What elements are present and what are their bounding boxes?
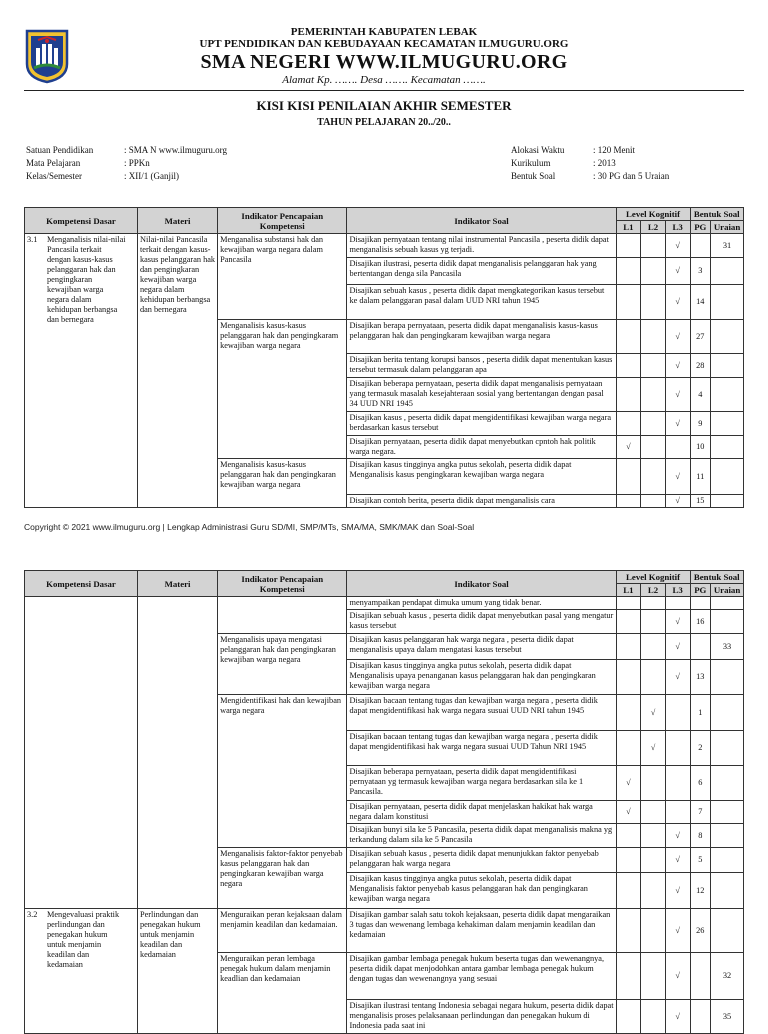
soal-cell: Disajikan gambar salah satu tokoh kejaksaan, peserta didik dapat mengaraikan 3 tugas dan wewenang lembaga kehakiman dalam menjamin keadilan dan kedamaian (347, 909, 616, 953)
soal-cell: Disajikan bacaan tentang tugas dan kewajiban warga negara , peserta didik dapat mengidentifikasi hak warga negara susuai UUD NRI tahun 1945 (347, 695, 616, 731)
l2-cell (641, 378, 666, 412)
pg-cell: 9 (690, 412, 711, 436)
l1-cell (616, 597, 641, 610)
pg-cell: 27 (690, 320, 711, 354)
pg-cell: 13 (690, 660, 711, 695)
pg-cell: 16 (690, 610, 711, 634)
l3-cell: √ (665, 824, 690, 848)
uraian-cell (711, 848, 744, 873)
pg-cell (690, 634, 711, 660)
l3-cell: √ (665, 634, 690, 660)
pg-cell: 7 (690, 801, 711, 824)
l2-cell (641, 354, 666, 378)
pg-cell (690, 1000, 711, 1034)
l2-cell: √ (641, 731, 666, 766)
l3-cell (665, 695, 690, 731)
l3-cell: √ (665, 873, 690, 909)
pg-cell: 3 (690, 258, 711, 285)
soal-cell: Disajikan kasus pelanggaran hak warga negara , peserta didik dapat menganalisis upaya dalam mengatasi kasus tersebut (347, 634, 616, 660)
uraian-cell (711, 909, 744, 953)
soal-cell: Disajikan pernyataan tentang nilai instrumental Pancasila , peserta didik dapat menganalisis sebuah kasus yg terjadi. (347, 234, 616, 258)
meta-row (26, 144, 264, 157)
l1-cell (616, 495, 641, 508)
meta-key: Kurikulum (511, 158, 551, 168)
uraian-cell (711, 459, 744, 495)
header-address: Alamat Kp. ……. Desa ……. Kecamatan ……. (282, 74, 486, 86)
meta-value: : 120 Menit (593, 145, 635, 155)
l3-cell (665, 801, 690, 824)
l2-cell: √ (641, 695, 666, 731)
soal-cell: Disajikan kasus tingginya angka putus sekolah, peserta didik dapat Menganalisis kasus pengingkaran kewajiban warga negara (347, 459, 616, 495)
l1-cell (616, 459, 641, 495)
ipk-cell: Menguraikan peran lembaga penegak hukum dalam menjamin keadlian dan kedamaian (218, 953, 347, 1034)
uraian-cell (711, 285, 744, 320)
l2-cell (641, 909, 666, 953)
l3-cell: √ (665, 320, 690, 354)
l1-cell (616, 412, 641, 436)
l2-cell (641, 258, 666, 285)
l2-cell (641, 953, 666, 1000)
materi-cell: Nilai-nilai Pancasila terkait dengan kasus-kasus pelanggaran hak dan pengingkaran kewajiban warga negara dalam kehidupan berbangsa dan bernegara (137, 234, 217, 508)
col-header-l3: L3 (665, 221, 690, 234)
uraian-cell (711, 695, 744, 731)
l3-cell (665, 597, 690, 610)
pg-cell: 11 (690, 459, 711, 495)
meta-value: : 2013 (593, 158, 616, 168)
l1-cell (616, 354, 641, 378)
l1-cell (616, 234, 641, 258)
l2-cell (641, 412, 666, 436)
pg-cell: 5 (690, 848, 711, 873)
l2-cell (641, 285, 666, 320)
meta-key: Alokasi Waktu (511, 145, 565, 155)
meta-value: : 30 PG dan 5 Uraian (593, 171, 670, 181)
l2-cell (641, 597, 666, 610)
col-header-level: Level Kognitif (616, 571, 690, 584)
header-department: UPT PENDIDIKAN DAN KEBUDAYAAN KECAMATAN ILMUGURU.ORG (199, 38, 569, 50)
l3-cell: √ (665, 258, 690, 285)
l2-cell (641, 1000, 666, 1034)
l2-cell (641, 660, 666, 695)
l1-cell: √ (616, 436, 641, 459)
meta-value: : SMA N www.ilmuguru.org (124, 145, 228, 155)
l3-cell (665, 436, 690, 459)
col-header-soal: Indikator Soal (347, 208, 616, 234)
l3-cell: √ (665, 234, 690, 258)
col-header-materi: Materi (137, 208, 217, 234)
l1-cell (616, 953, 641, 1000)
l3-cell: √ (665, 909, 690, 953)
soal-cell: Disajikan beberapa pernyataan, peserta didik dapat menganalisis pernyataan yang termasuk masalah kesejahteraan sosial yang bertentangan dengan pasal 34 UUD NRI 1945 (347, 378, 616, 412)
l1-cell (616, 660, 641, 695)
soal-cell: Disajikan pernyataan, peserta didik dapat menjelaskan hakikat hak warga negara dalam konstitusi (347, 801, 616, 824)
uraian-cell: 32 (711, 953, 744, 1000)
col-header-l2: L2 (641, 221, 666, 234)
l2-cell (641, 848, 666, 873)
ipk-cell: Menganalisis kasus-kasus pelanggaran hak dan pengingkaran kewajiban warga negara (218, 459, 347, 508)
soal-cell: Disajikan kasus tingginya angka putus sekolah, peserta didik dapat Menganalisis upaya penanganan kasus pelanggaran hak dan pengingkaran kewajiban warga negara (347, 660, 616, 695)
l1-cell (616, 824, 641, 848)
l2-cell (641, 320, 666, 354)
uraian-cell (711, 824, 744, 848)
table-row (25, 597, 744, 610)
uraian-cell (711, 766, 744, 801)
l2-cell (641, 634, 666, 660)
l2-cell (641, 801, 666, 824)
uraian-cell (711, 320, 744, 354)
uraian-cell: 33 (711, 634, 744, 660)
kd-cell (25, 234, 138, 508)
soal-cell: Disajikan beberapa pernyataan, peserta didik dapat mengidentifikasi pernyataan yg termasuk kewajiban warga negara berdasarkan sila ke 1 Pancasila. (347, 766, 616, 801)
l2-cell (641, 766, 666, 801)
ipk-cell-continued (218, 597, 347, 634)
materi-cell: Perlindungan dan penegakan hukum untuk menjamin keadilan dan kedamaian (137, 909, 217, 1034)
copyright-footer: Copyright © 2021 www.ilmuguru.org | Lengkap Administrasi Guru SD/MI, SMP/MTs, SMA/MA, SMK/MAK dan Soal-Soal (24, 522, 475, 532)
l1-cell (616, 610, 641, 634)
col-header-kd: Kompetensi Dasar (25, 571, 138, 597)
l2-cell (641, 873, 666, 909)
soal-cell: Disajikan berita tentang korupsi bansos , peserta didik dapat menentukan kasus tersebut termasuk dalam pelanggaran apa (347, 354, 616, 378)
header-government: PEMERINTAH KABUPATEN LEBAK (290, 26, 478, 38)
l3-cell: √ (665, 848, 690, 873)
pg-cell: 14 (690, 285, 711, 320)
l1-cell (616, 873, 641, 909)
pg-cell (690, 234, 711, 258)
kisi-table-page1 (24, 207, 744, 508)
soal-cell: Disajikan gambar lembaga penegak hukum beserta tugas dan wewenangnya, peserta didik dapat menjodohkan antara gambar lembaga penegak hukum dengan tugas dan wewenangnya yang sesuai (347, 953, 616, 1000)
uraian-cell (711, 258, 744, 285)
l3-cell: √ (665, 459, 690, 495)
col-header-l2: L2 (641, 584, 666, 597)
l1-cell (616, 634, 641, 660)
meta-row (511, 157, 733, 170)
document-title: KISI KISI PENILAIAN AKHIR SEMESTER (256, 98, 512, 113)
meta-key: Bentuk Soal (511, 171, 556, 181)
l3-cell (665, 766, 690, 801)
l2-cell (641, 610, 666, 634)
uraian-cell (711, 597, 744, 610)
meta-right (511, 144, 733, 183)
col-header-uraian: Uraian (711, 221, 744, 234)
l3-cell: √ (665, 953, 690, 1000)
uraian-cell (711, 801, 744, 824)
soal-cell: Disajikan contoh berita, peserta didik dapat menganalisis cara (347, 495, 616, 508)
meta-key: Mata Pelajaran (26, 158, 81, 168)
l1-cell (616, 848, 641, 873)
l3-cell: √ (665, 412, 690, 436)
soal-cell: Disajikan sebuah kasus , peserta didik dapat menyebutkan pasal yang mengatur kasus tersebut (347, 610, 616, 634)
pg-cell: 6 (690, 766, 711, 801)
pg-cell (690, 597, 711, 610)
meta-key: Satuan Pendidikan (26, 145, 94, 155)
l1-cell (616, 285, 641, 320)
col-header-l3: L3 (665, 584, 690, 597)
uraian-cell (711, 873, 744, 909)
kd-text: Mengevaluasi praktik perlindungan dan penegakan hukum untuk menjamin keadilan dan kedamaian (47, 910, 120, 969)
pg-cell: 28 (690, 354, 711, 378)
kd-cell-continued (25, 597, 138, 909)
meta-row (511, 144, 733, 157)
soal-cell: Disajikan bacaan tentang tugas dan kewajiban warga negara , peserta didik dapat mengidentifikasi hak warga negara susuai UUD Tahun NRI 1945 (347, 731, 616, 766)
l3-cell (665, 731, 690, 766)
soal-cell: menyampaikan pendapat dimuka umum yang tidak benar. (347, 597, 616, 610)
l2-cell (641, 436, 666, 459)
l2-cell (641, 459, 666, 495)
l3-cell: √ (665, 660, 690, 695)
uraian-cell (711, 610, 744, 634)
pg-cell: 15 (690, 495, 711, 508)
col-header-pg: PG (690, 221, 711, 234)
meta-key: Kelas/Semester (26, 171, 82, 181)
document-year: TAHUN PELAJARAN 20../20.. (317, 117, 451, 128)
col-header-materi: Materi (137, 571, 217, 597)
l1-cell (616, 909, 641, 953)
col-header-bentuk: Bentuk Soal (690, 571, 743, 584)
l1-cell (616, 258, 641, 285)
uraian-cell (711, 731, 744, 766)
l1-cell (616, 378, 641, 412)
col-header-level: Level Kognitif (616, 208, 690, 221)
soal-cell: Disajikan ilustrasi tentang Indonesia sebagai negara hukum, peserta didik dapat menganalisis proses pelaksanaan perlindungan dan penegakan hukum di Indonesia pada saat ini (347, 1000, 616, 1034)
soal-cell: Disajikan kasus tingginya angka putus sekolah, peserta didik dapat Menganalisis faktor penyebab kasus pelanggaran hak dan pengingkaran kewajiban warga negara (347, 873, 616, 909)
soal-cell: Disajikan sebuah kasus , peserta didik dapat mengkategorikan kasus tersebut ke dalam pelanggaran pasal dalam UUD NRI tahun 1945 (347, 285, 616, 320)
meta-value: : XII/1 (Ganjil) (124, 171, 179, 181)
pg-cell: 26 (690, 909, 711, 953)
l3-cell: √ (665, 1000, 690, 1034)
meta-row (511, 170, 733, 183)
col-header-ipk: Indikator Pencapaian Kompetensi (218, 571, 347, 597)
uraian-cell (711, 412, 744, 436)
soal-cell: Disajikan bunyi sila ke 5 Pancasila, peserta didik dapat menganalisis makna yg terkandung dalam sila ke 5 Pancasila (347, 824, 616, 848)
col-header-bentuk: Bentuk Soal (690, 208, 743, 221)
l3-cell: √ (665, 378, 690, 412)
soal-cell: Disajikan kasus , peserta didik dapat mengidentifikasi kewajiban warga negara berdasarkan kasus tersebut (347, 412, 616, 436)
ipk-cell: Menganalisis kasus-kasus pelanggaran hak dan pengingkaram kewajiban warga negara (218, 320, 347, 459)
uraian-cell (711, 354, 744, 378)
col-header-ipk: Indikator Pencapaian Kompetensi (218, 208, 347, 234)
ipk-cell: Menganalisa substansi hak dan kewajiban warga negara dalam Pancasila (218, 234, 347, 320)
soal-cell: Disajikan berapa pernyataan, peserta didik dapat menganalisis kasus-kasus pelanggaran hak dan pengingkaram kewajiban warga negara (347, 320, 616, 354)
col-header-soal: Indikator Soal (347, 571, 616, 597)
l3-cell: √ (665, 495, 690, 508)
soal-cell: Disajikan ilustrasi, peserta didik dapat menganalisis pelanggaran hak yang bertentangan denga sila Pancasila (347, 258, 616, 285)
l2-cell (641, 824, 666, 848)
materi-cell-continued (137, 597, 217, 909)
kd-cell (25, 909, 138, 1034)
kd-text: Menganalisis nilai-nilai Pancasila terkait dengan kasus-kasus pelanggaran hak dan pengingkaran kewajiban warga negara dalam kehidupan berbangsa dan bernegara (47, 235, 126, 324)
l2-cell (641, 234, 666, 258)
soal-cell: Disajikan sebuah kasus , peserta didik dapat menunjukkan faktor penyebab pelanggaran hak warga negara (347, 848, 616, 873)
pg-cell: 2 (690, 731, 711, 766)
kd-number: 3.2 (27, 910, 38, 919)
uraian-cell (711, 436, 744, 459)
header-divider (24, 90, 744, 91)
col-header-l1: L1 (616, 221, 641, 234)
uraian-cell (711, 660, 744, 695)
l3-cell: √ (665, 354, 690, 378)
uraian-cell: 31 (711, 234, 744, 258)
ipk-cell: Menguraikan peran kejaksaan dalam menjamin keadilan dan kedamaian. (218, 909, 347, 953)
soal-cell: Disajikan pernyataan, peserta didik dapat menyebutkan cpntoh hak politik warga negara. (347, 436, 616, 459)
col-header-l1: L1 (616, 584, 641, 597)
l1-cell (616, 1000, 641, 1034)
pg-cell: 12 (690, 873, 711, 909)
meta-row (26, 170, 264, 183)
pg-cell: 1 (690, 695, 711, 731)
l1-cell (616, 320, 641, 354)
ipk-cell: Menganalisis faktor-faktor penyebab kasus pelanggaran hak dan pengingkaran kewajiban warga negara (218, 848, 347, 909)
meta-row (26, 157, 264, 170)
table-row (25, 234, 744, 258)
uraian-cell (711, 378, 744, 412)
ipk-cell: Menganalisis upaya mengatasi pelanggaran hak dan pengingkaran kewajiban warga negara (218, 634, 347, 695)
kisi-table-page2 (24, 570, 744, 1034)
ipk-cell: Mengidentifikasi hak dan kewajiban warga negara (218, 695, 347, 848)
pg-cell: 8 (690, 824, 711, 848)
meta-left (26, 144, 264, 183)
table-row (25, 909, 744, 953)
pg-cell: 4 (690, 378, 711, 412)
l3-cell: √ (665, 610, 690, 634)
col-header-kd: Kompetensi Dasar (25, 208, 138, 234)
kd-number: 3.1 (27, 235, 38, 244)
l2-cell (641, 495, 666, 508)
pg-cell (690, 953, 711, 1000)
l1-cell (616, 695, 641, 731)
uraian-cell: 35 (711, 1000, 744, 1034)
uraian-cell (711, 495, 744, 508)
l1-cell (616, 731, 641, 766)
l1-cell: √ (616, 801, 641, 824)
l1-cell: √ (616, 766, 641, 801)
header-school-name: SMA NEGERI WWW.ILMUGURU.ORG (200, 51, 568, 73)
meta-value: : PPKn (124, 158, 150, 168)
pg-cell: 10 (690, 436, 711, 459)
col-header-pg: PG (690, 584, 711, 597)
l3-cell: √ (665, 285, 690, 320)
col-header-uraian: Uraian (711, 584, 744, 597)
